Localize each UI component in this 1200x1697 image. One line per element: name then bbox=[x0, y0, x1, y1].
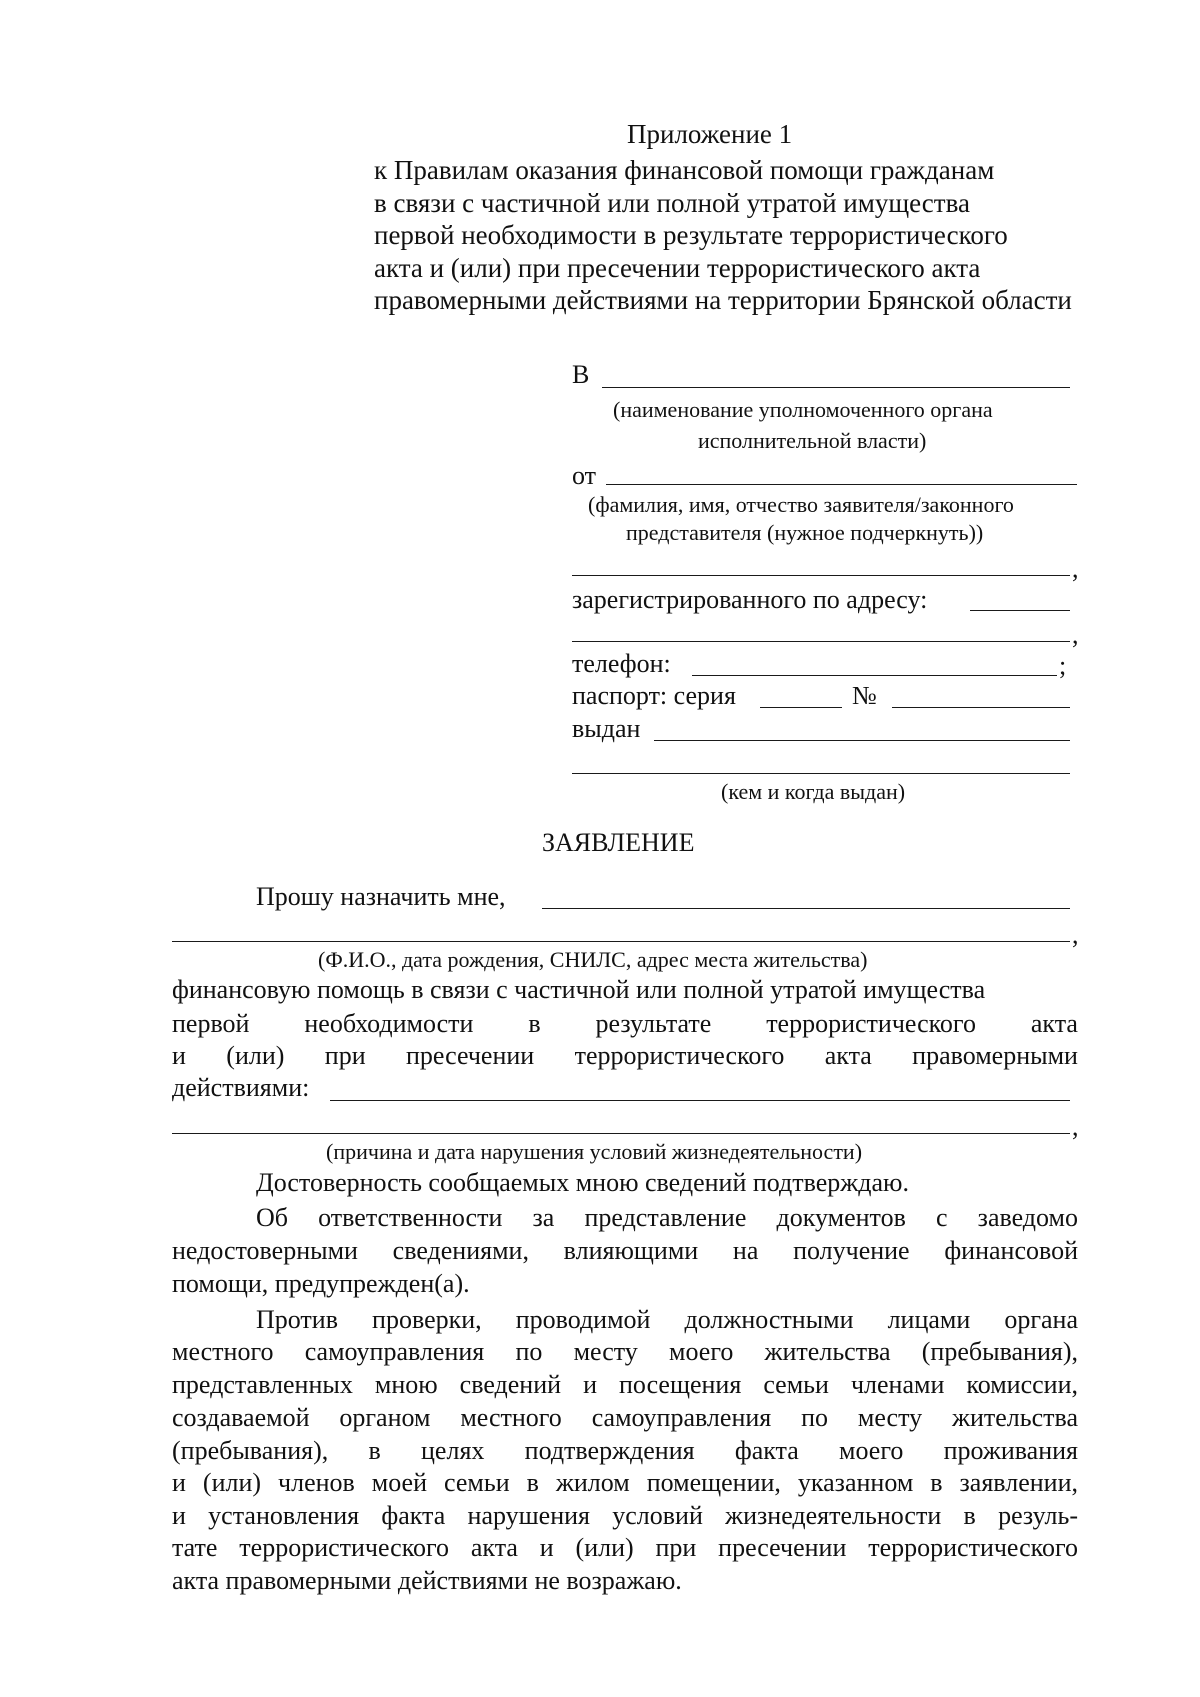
request-name-field[interactable] bbox=[542, 908, 1070, 909]
consent-line-6: и (или) членов моей семьи в жилом помещении, указанном в заявлении, bbox=[172, 1468, 1078, 1497]
word: при bbox=[324, 1041, 366, 1070]
issued-continuation-line[interactable] bbox=[572, 773, 1070, 774]
consent-line-1: Против проверки, проводимой должностными лицами органа bbox=[256, 1305, 1078, 1334]
issued-label: выдан bbox=[572, 714, 641, 743]
passport-number-field[interactable] bbox=[892, 707, 1070, 708]
from-field-line[interactable] bbox=[606, 484, 1077, 485]
responsibility-line-1: Об ответственности за представление документов с заведомо bbox=[256, 1203, 1078, 1232]
comma-1: , bbox=[1072, 554, 1079, 583]
responsibility-line-2: недостоверными сведениями, влияющими на получение финансовой bbox=[172, 1236, 1078, 1265]
issued-caption: (кем и когда выдан) bbox=[721, 779, 906, 804]
word: первой bbox=[172, 1009, 250, 1038]
statement-title: ЗАЯВЛЕНИЕ bbox=[542, 828, 695, 857]
reason-caption: (причина и дата нарушения условий жизнедеятельности) bbox=[326, 1139, 863, 1164]
comma-3: , bbox=[1072, 920, 1079, 949]
from-caption-1: (фамилия, имя, отчество заявителя/законного bbox=[588, 492, 1014, 517]
to-caption-1: (наименование уполномоченного органа bbox=[613, 397, 993, 422]
word: необходимости bbox=[304, 1009, 474, 1038]
address-field-line[interactable] bbox=[970, 610, 1070, 611]
consent-line-3: представленных мною сведений и посещения семьи членами комиссии, bbox=[172, 1370, 1078, 1399]
statement-line-1: финансовую помощь в связи с частичной или полной утратой имущества bbox=[172, 975, 986, 1004]
from-caption-2: представителя (нужное подчеркнуть)) bbox=[626, 520, 984, 545]
header-line-1: к Правилам оказания финансовой помощи гражданам bbox=[374, 155, 995, 185]
header-line-4: акта и (или) при пресечении террористического акта bbox=[374, 253, 981, 283]
consent-line-8: тате террористического акта и (или) при пресечении террористического bbox=[172, 1533, 1078, 1562]
consent-line-5: (пребывания), в целях подтверждения факта моего проживания bbox=[172, 1436, 1078, 1465]
issued-field-line[interactable] bbox=[654, 740, 1070, 741]
statement-line-2 bbox=[172, 1011, 1078, 1037]
passport-series-field[interactable] bbox=[760, 707, 842, 708]
address-continuation-line[interactable] bbox=[572, 641, 1070, 642]
consent-line-9: акта правомерными действиями не возражаю. bbox=[172, 1566, 682, 1595]
word: акта bbox=[824, 1041, 872, 1070]
word: акта bbox=[1030, 1009, 1078, 1038]
word: (или) bbox=[226, 1041, 285, 1070]
person-details-line[interactable] bbox=[172, 941, 1070, 942]
word: террористического bbox=[766, 1009, 976, 1038]
passport-series-label: паспорт: серия bbox=[572, 681, 736, 710]
from-label: от bbox=[572, 461, 597, 490]
responsibility-line-3: помощи, предупрежден(а). bbox=[172, 1269, 470, 1298]
word: террористического bbox=[574, 1041, 785, 1070]
comma-2: , bbox=[1072, 620, 1079, 649]
word: и bbox=[172, 1041, 186, 1070]
phone-label: телефон: bbox=[572, 649, 671, 678]
header-line-5: правомерными действиями на территории Брянской области bbox=[374, 285, 1072, 315]
word: результате bbox=[595, 1009, 712, 1038]
request-label: Прошу назначить мне, bbox=[256, 882, 506, 911]
header-line-2: в связи с частичной или полной утратой имущества bbox=[374, 188, 970, 218]
consent-line-7: и установления факта нарушения условий жизнедеятельности в резуль- bbox=[172, 1501, 1078, 1530]
phone-field-line[interactable] bbox=[692, 675, 1057, 676]
consent-line-4: создаваемой органом местного самоуправления по месту жительства bbox=[172, 1403, 1078, 1432]
person-caption: (Ф.И.О., дата рождения, СНИЛС, адрес места жительства) bbox=[318, 947, 868, 972]
registered-label: зарегистрированного по адресу: bbox=[572, 585, 928, 614]
appendix-title: Приложение 1 bbox=[627, 119, 793, 149]
to-label: В bbox=[572, 360, 590, 389]
header-line-3: первой необходимости в результате террористического bbox=[374, 220, 1008, 250]
actions-field-line[interactable] bbox=[330, 1100, 1070, 1101]
name-continuation-line[interactable] bbox=[572, 575, 1070, 576]
to-field-line[interactable] bbox=[602, 387, 1070, 388]
passport-number-label: № bbox=[852, 681, 877, 710]
word: правомерными bbox=[912, 1041, 1078, 1070]
confirm-text: Достоверность сообщаемых мною сведений подтверждаю. bbox=[256, 1168, 909, 1197]
reason-line[interactable] bbox=[172, 1133, 1070, 1134]
statement-line-3 bbox=[172, 1043, 1078, 1069]
comma-4: , bbox=[1072, 1112, 1079, 1141]
word: в bbox=[528, 1009, 541, 1038]
semicolon: ; bbox=[1059, 651, 1067, 680]
actions-label: действиями: bbox=[172, 1073, 310, 1102]
consent-line-2: местного самоуправления по месту моего жительства (пребывания), bbox=[172, 1337, 1078, 1366]
word: пресечении bbox=[406, 1041, 535, 1070]
to-caption-2: исполнительной власти) bbox=[698, 428, 927, 453]
